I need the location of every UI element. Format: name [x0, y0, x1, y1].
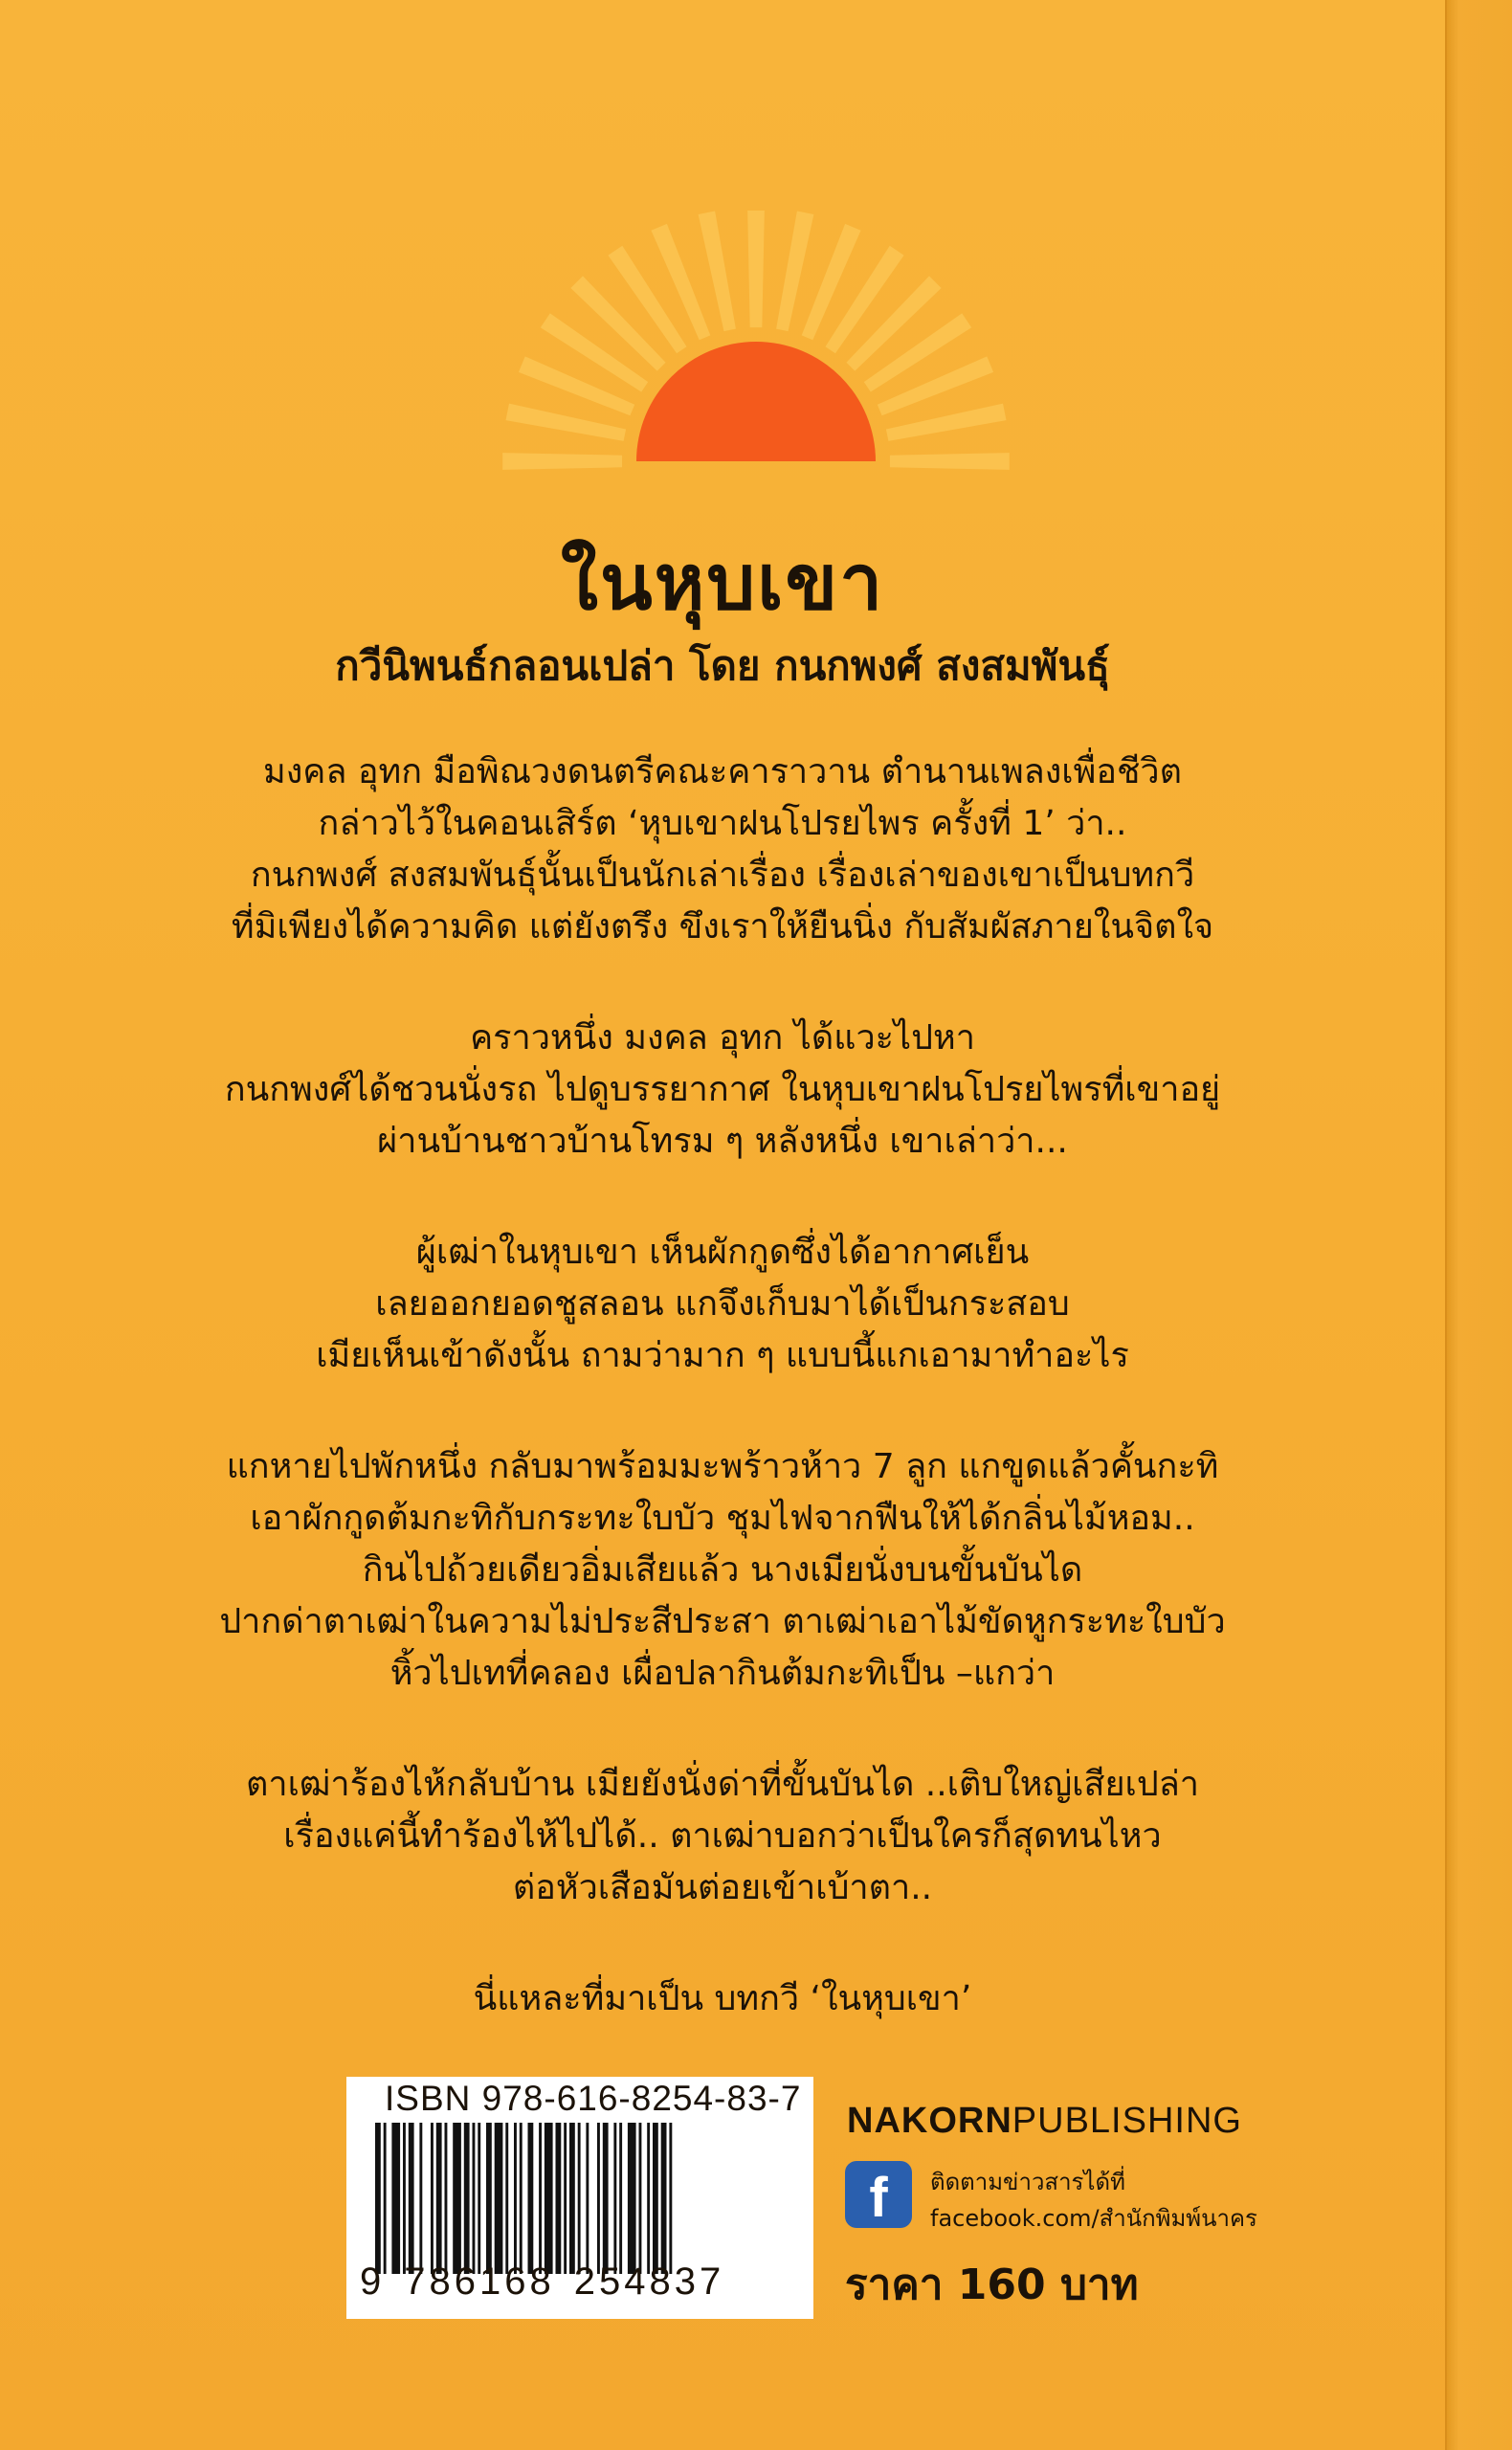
barcode-bar	[409, 2123, 414, 2274]
barcode-bar	[569, 2123, 575, 2274]
barcode-bar	[639, 2123, 642, 2274]
barcode-bar	[445, 2123, 448, 2274]
barcode-bar	[464, 2123, 470, 2274]
barcode-bar	[375, 2123, 381, 2274]
barcode-bar	[603, 2123, 609, 2274]
barcode-bar	[613, 2123, 616, 2274]
blurb-line: กล่าวไว้ในคอนเสิร์ต ‘หุบเขาฝนโปรยไพร ครั้งที่ 1’ ว่า..	[318, 804, 1127, 843]
barcode-bar	[628, 2123, 636, 2274]
isbn-number: ISBN 978-616-8254-83-7	[385, 2079, 802, 2118]
barcode-bar	[431, 2123, 434, 2274]
barcode-bar	[647, 2123, 650, 2274]
blurb-line: แกหายไปพักหนึ่ง กลับมาพร้อมมะพร้าวห้าว 7 ลูก แกขูดแล้วคั้นกะทิ	[226, 1447, 1219, 1486]
sun-ray	[506, 404, 627, 441]
price-label: ราคา 160 บาท	[845, 2261, 1139, 2309]
barcode-bar	[419, 2123, 422, 2274]
blurb-line: นี่แหละที่มาเป็น บทกวี ‘ในหุบเขา’	[473, 1979, 972, 2018]
barcode-icon	[375, 2123, 792, 2274]
barcode-bar	[453, 2123, 461, 2274]
isbn-barcode-label	[346, 2077, 813, 2319]
blurb-line: กินไปถ้วยเดียวอิ่มเสียแล้ว นางเมียนั่งบนขั้นบันได	[362, 1550, 1083, 1590]
barcode-bar	[619, 2123, 622, 2274]
barcode-digits-left: 786168	[404, 2261, 555, 2303]
sun-ray	[886, 404, 1007, 441]
barcode-bar	[495, 2123, 503, 2274]
blurb-paragraph	[153, 1973, 1292, 2025]
sun-ray	[747, 211, 765, 327]
blurb-line: เลยออกยอดชูสลอน แกจึงเก็บมาได้เป็นกระสอบ	[375, 1284, 1070, 1324]
facebook-icon: f	[845, 2161, 912, 2228]
barcode-bar	[556, 2123, 562, 2274]
blurb-paragraph	[153, 1441, 1292, 1700]
barcode-bar	[473, 2123, 476, 2274]
barcode-bar	[564, 2123, 567, 2274]
sun-ray	[846, 276, 941, 370]
barcode-digit-first: 9	[360, 2261, 386, 2303]
blurb-line: เรื่องแค่นี้ทำร้องไห้ไปได้.. ตาเฒ่าบอกว่าเป็นใครก็สุดทนไหว	[283, 1816, 1162, 1856]
blurb-line: ตาเฒ่าร้องไห้กลับบ้าน เมียยังนั่งด่าที่ขั้นบันได ..เติบใหญ่เสียเปล่า	[246, 1765, 1199, 1804]
blurb-line: มงคล อุทก มือพิณวงดนตรีคณะคาราวาน ตำนานเพลงเพื่อชีวิต	[263, 752, 1182, 791]
blurb-line: เมียเห็นเข้าดังนั้น ถามว่ามาก ๆ แบบนี้แกเอามาทำอะไร	[316, 1336, 1129, 1375]
barcode-bar	[486, 2123, 492, 2274]
blurb-line: ที่มิเพียงได้ความคิด แต่ยังตรึง ขึงเราให้ยืนนิ่ง กับสัมผัสภายในจิตใจ	[231, 907, 1214, 947]
barcode-bar	[505, 2123, 508, 2274]
barcode-bar	[478, 2123, 480, 2274]
sun-ray	[890, 453, 1010, 470]
barcode-digits-right: 254837	[573, 2261, 725, 2303]
barcode-bar	[520, 2123, 523, 2274]
book-title: ในหุบเขา	[560, 537, 885, 627]
blurb-paragraph	[153, 746, 1292, 953]
blurb-line: กนกพงศ์ สงสมพันธุ์นั้นเป็นนักเล่าเรื่อง เรื่องเล่าของเขาเป็นบทกวี	[250, 856, 1195, 895]
barcode-bar	[436, 2123, 442, 2274]
book-spine	[1445, 0, 1512, 2450]
publisher-name-light: PUBLISHING	[1012, 2101, 1242, 2141]
barcode-bar	[539, 2123, 542, 2274]
blurb-line: คราวหนึ่ง มงคล อุทก ได้แวะไปหา	[470, 1018, 975, 1058]
rising-sun-icon	[488, 211, 1024, 479]
facebook-url: facebook.com/สำนักพิมพ์นาคร	[930, 2205, 1257, 2232]
blurb-line: ผ่านบ้านชาวบ้านโทรม ๆ หลังหนึ่ง เขาเล่าว่า...	[377, 1122, 1068, 1161]
barcode-bar	[597, 2123, 600, 2274]
blurb-line: กนกพงศ์ได้ชวนนั่งรถ ไปดูบรรยากาศ ในหุบเขาฝนโปรยไพรที่เขาอยู่	[224, 1070, 1221, 1109]
blurb-paragraph	[153, 1227, 1292, 1382]
sun-ray	[699, 212, 736, 332]
blurb-line: หิ้วไปเทที่คลอง เผื่อปลากินต้มกะทิเป็น –แกว่า	[389, 1654, 1056, 1693]
sun-ray	[502, 453, 622, 470]
book-subtitle: กวีนิพนธ์กลอนเปล่า โดย กนกพงศ์ สงสมพันธุ์	[335, 642, 1110, 689]
follow-text: ติดตามข่าวสารได้ที่	[930, 2169, 1125, 2195]
barcode-digits	[360, 2261, 724, 2304]
barcode-bar	[578, 2123, 581, 2274]
barcode-bar	[661, 2123, 667, 2274]
barcode-bar	[403, 2123, 406, 2274]
barcode-bar	[528, 2123, 534, 2274]
barcode-bar	[384, 2123, 387, 2274]
barcode-bar	[653, 2123, 658, 2274]
blurb	[153, 746, 1292, 2084]
barcode-bar	[669, 2123, 672, 2274]
publisher-name	[847, 2101, 1242, 2142]
blurb-paragraph	[153, 1759, 1292, 1914]
sun-ray	[570, 276, 665, 370]
blurb-paragraph	[153, 1013, 1292, 1168]
barcode-bar	[586, 2123, 589, 2274]
barcode-bar	[514, 2123, 517, 2274]
blurb-line: เอาผักกูดต้มกะทิกับกระทะใบบัว ชุมไฟจากฟืนให้ได้กลิ่นไม้หอม..	[250, 1499, 1195, 1538]
blurb-line: ต่อหัวเสือมันต่อยเข้าเบ้าตา..	[512, 1868, 933, 1907]
publisher-name-bold: NAKORN	[847, 2101, 1012, 2141]
sun-ray	[776, 212, 813, 332]
blurb-line: ปากด่าตาเฒ่าในความไม่ประสีประสา ตาเฒ่าเอาไม้ขัดหูกระทะใบบัว	[219, 1602, 1226, 1641]
barcode-bar	[545, 2123, 553, 2274]
sun-disc	[636, 342, 876, 461]
barcode-bar	[391, 2123, 400, 2274]
blurb-line: ผู้เฒ่าในหุบเขา เห็นผักกูดซึ่งได้อากาศเย็น	[415, 1233, 1030, 1272]
